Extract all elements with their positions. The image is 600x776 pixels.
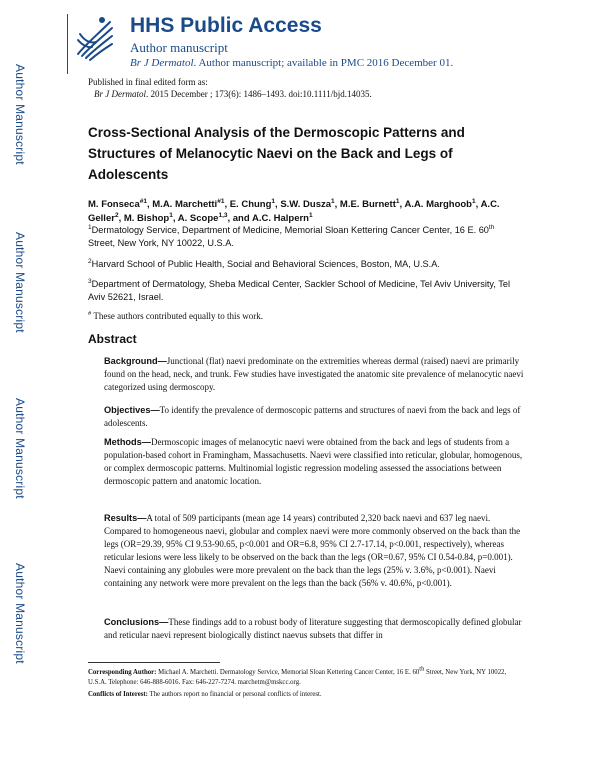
abstract-methods (104, 436, 524, 488)
author-name: A. Scope (177, 213, 219, 224)
author-separator: , (334, 199, 340, 210)
equal-text: These authors contributed equally to this work. (91, 311, 264, 321)
author-separator: , (475, 199, 481, 210)
section-label: Background— (104, 356, 167, 366)
citation-details: . 2015 December ; 173(6): 1486–1493. doi:10.1111/bjd.14035. (146, 89, 372, 99)
affiliation-number: 3 (88, 277, 92, 285)
sidebar-author-manuscript-label: Author Manuscript (13, 563, 27, 664)
section-text: To identify the prevalence of dermoscopic patterns and structures of naevi from the back and legs of adolescents. (104, 405, 521, 428)
author-separator: , (224, 199, 230, 210)
footnote-label: Corresponding Author: (88, 669, 157, 676)
affiliation-1 (88, 224, 518, 250)
author-name: A.C. Geller (88, 199, 500, 224)
equal-mark: # (88, 310, 92, 317)
equal-contribution-note (88, 311, 263, 321)
author-list (88, 198, 518, 226)
citation-line (88, 88, 372, 100)
author-name: M.E. Burnett (339, 199, 396, 210)
author-separator: , (172, 213, 178, 224)
author-name: M.A. Marchetti (152, 199, 218, 210)
header-divider (67, 14, 68, 74)
citation-journal: Br J Dermatol (94, 89, 146, 99)
author-name: M. Bishop (123, 213, 170, 224)
footnote-divider (88, 662, 220, 663)
section-label: Conclusions— (104, 617, 169, 627)
footnote-label: Conflicts of Interest: (88, 691, 148, 698)
affiliation-text: Dermatology Service, Department of Medicine, Memorial Sloan Kettering Cancer Center, 16 E. 60 (91, 225, 489, 235)
author-affiliation-mark: 1 (169, 211, 173, 219)
author-manuscript-subtitle: Author manuscript (130, 40, 228, 55)
abstract-heading: Abstract (88, 332, 137, 346)
author-separator: , (146, 199, 153, 210)
author-name: A.C. Halpern (251, 213, 309, 224)
author-affiliation-mark: 1 (395, 197, 400, 205)
author-separator: , and (227, 213, 252, 224)
section-label: Results— (104, 513, 147, 523)
affiliation-2 (88, 258, 518, 271)
author-name: A.A. Marghoob (404, 199, 472, 210)
author-name: E. Chung (229, 199, 272, 210)
author-affiliation-mark: 1 (271, 197, 276, 205)
journal-abbrev: Br J Dermatol (130, 57, 194, 69)
author-affiliation-mark: 1,3 (218, 211, 228, 219)
section-text: Junctional (flat) naevi predominate on the extremities whereas dermal (raised) naevi are primarily found on the head, neck, and trunk. Few studies have investigated the anatomic site prevalence of melanocytic naevi categorized using dermoscopy. (104, 356, 524, 392)
sidebar-author-manuscript-label: Author Manuscript (13, 64, 27, 165)
author-separator: , (275, 199, 281, 210)
sidebar-author-manuscript-label: Author Manuscript (13, 232, 27, 333)
section-text: Dermoscopic images of melanocytic naevi were obtained from the back and legs of students from a population-based cohort in Framingham, Massachusetts. Naevi were classified into reticular, globular, homogenous, or complex dermoscopic patterns. Multinomial logistic regression modeling assessed the associations between dermoscopic pattern and anatomic location. (104, 437, 523, 486)
author-name: M. Fonseca (88, 199, 140, 210)
author-entry (280, 199, 340, 210)
abstract-background (104, 355, 524, 394)
author-affiliation-mark: 1 (331, 197, 335, 205)
affiliation-number: 2 (88, 257, 92, 265)
section-label: Objectives— (104, 405, 160, 415)
abstract-objectives (104, 404, 524, 430)
author-entry (404, 199, 480, 210)
footnote-text: Street, New York, NY 10022, U.S.A. Telephone: 646-888-6016. Fax: 646-227-7274. marchetm@mskcc.org. (88, 669, 507, 686)
author-entry (152, 199, 229, 210)
article-title: Cross-Sectional Analysis of the Dermoscopic Patterns and Structures of Melanocytic Naevi on the Back and Legs of Adolescents (88, 125, 465, 182)
footnote-superscript: th (419, 665, 425, 673)
author-separator: , (399, 199, 405, 210)
availability-line (130, 57, 453, 69)
author-affiliation-mark: 2 (114, 211, 119, 219)
author-affiliation-mark: #1 (217, 197, 225, 205)
author-affiliation-mark: 1 (308, 211, 313, 219)
affiliation-text: Harvard School of Public Health, Social and Behavioral Sciences, Boston, MA, U.S.A. (91, 259, 440, 269)
affiliation-number: 1 (88, 223, 92, 231)
section-text: These findings add to a robust body of literature suggesting that dermoscopically defined globular and reticular naevi represent biologically distinct naevus subsets that differ in (104, 617, 522, 640)
corresponding-author-footnote (88, 665, 518, 688)
author-entry (230, 199, 281, 210)
author-name: S.W. Dusza (280, 199, 332, 210)
availability-text: . Author manuscript; available in PMC 2016 December 01. (193, 57, 454, 69)
publication-info (88, 76, 372, 100)
sidebar-author-manuscript-label: Author Manuscript (13, 398, 27, 499)
conflicts-footnote (88, 690, 518, 700)
abstract-results (104, 512, 524, 590)
section-text: A total of 509 participants (mean age 14 years) contributed 2,320 back naevi and 637 leg naevi. Compared to homogeneous naevi, globular and complex naevi were more commonly observed on the back than the legs (OR=29.39, 95% CI 9.53-90.65, p<0.001 and OR=6.8, 95% CI 2.7-17.14, p<0.001, respectively), whereas reticular lesions were less likely to be observed on the back than the legs (OR=0.67, 95% CI 0.54-0.84, p=0.001). Naevi containing any globules were more prevalent on the back than the legs (25% v. 3.6%, p<0.001). Naevi containing any network were more prevalent on the legs than the back (56% v. 40.6%, p<0.001). (104, 513, 521, 588)
author-affiliation-mark: 1 (472, 197, 476, 205)
abstract-conclusions (104, 616, 524, 642)
affiliation-text: Street, New York, NY 10022, U.S.A. (88, 238, 234, 248)
author-affiliation-mark: #1 (139, 197, 147, 205)
section-label: Methods— (104, 437, 151, 447)
footnote-text: The authors report no financial or personal conflicts of interest. (147, 691, 322, 698)
published-label: Published in final edited form as: (88, 77, 208, 87)
author-entry (88, 199, 152, 210)
author-entry (178, 213, 252, 224)
footnote-text: Michael A. Marchetti. Dermatology Service, Memorial Sloan Kettering Cancer Center, 16 E. 60 (156, 669, 420, 676)
affiliation-3 (88, 278, 518, 304)
affiliation-text: Department of Dermatology, Sheba Medical Center, Sackler School of Medicine, Tel Aviv University, Tel Aviv 52621, Israel. (88, 279, 511, 302)
author-entry (124, 213, 178, 224)
hhs-public-access-title: HHS Public Access (130, 14, 322, 37)
author-separator: , (118, 213, 124, 224)
affiliation-superscript: th (488, 223, 495, 231)
hhs-eagle-logo-icon (72, 14, 116, 64)
author-entry (340, 199, 405, 210)
author-entry (252, 213, 313, 224)
